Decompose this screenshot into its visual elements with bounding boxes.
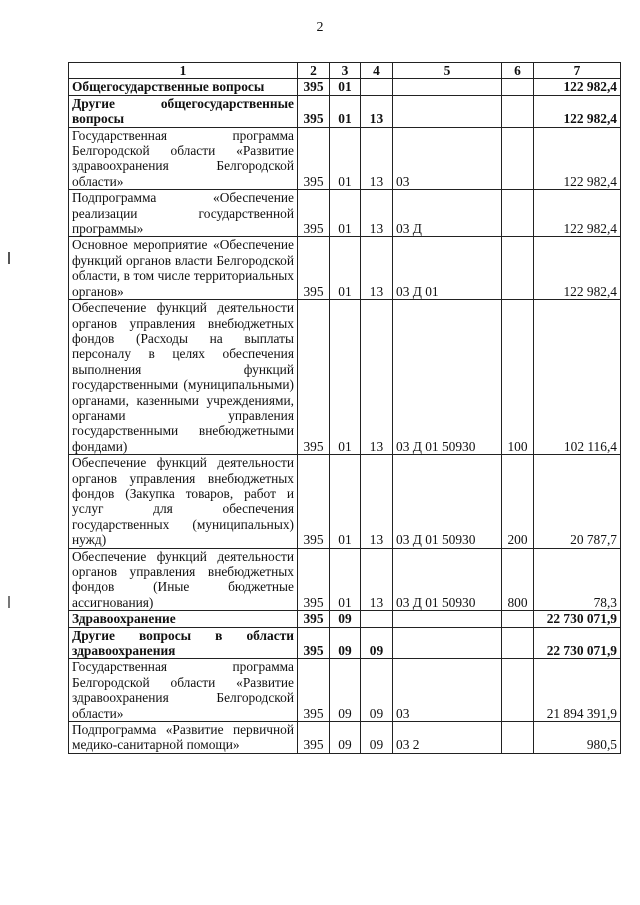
admin-code-cell: 395 xyxy=(298,300,330,455)
target-article-cell xyxy=(393,627,502,659)
subsection-code-cell: 13 xyxy=(361,455,393,548)
table-row xyxy=(69,659,621,722)
subsection-code-cell: 13 xyxy=(361,190,393,237)
subsection-code-cell: 13 xyxy=(361,237,393,300)
admin-code-cell: 395 xyxy=(298,548,330,611)
expense-type-cell xyxy=(502,611,534,627)
expense-type-cell xyxy=(502,237,534,300)
amount-cell: 21 894 391,9 xyxy=(534,659,621,722)
expense-type-cell: 100 xyxy=(502,300,534,455)
amount-cell: 122 982,4 xyxy=(534,190,621,237)
subsection-code-cell: 13 xyxy=(361,95,393,127)
table-body xyxy=(69,79,621,753)
amount-cell: 78,3 xyxy=(534,548,621,611)
section-code-cell: 09 xyxy=(330,722,361,754)
admin-code-cell: 395 xyxy=(298,722,330,754)
admin-code-cell: 395 xyxy=(298,79,330,95)
section-code-cell: 01 xyxy=(330,190,361,237)
amount-cell: 122 982,4 xyxy=(534,95,621,127)
expense-type-cell xyxy=(502,79,534,95)
row-name-cell: Обеспечение функций деятельности органов управления внебюджетных фондов (Расходы на выплаты персоналу в целях обеспечения выполнения функций государственными (муниципальными) органами, казенными учреждениями, органами управления государственными внебюджетными фондами) xyxy=(69,300,298,455)
table-row xyxy=(69,455,621,548)
header-row xyxy=(69,63,621,79)
amount-cell: 122 982,4 xyxy=(534,127,621,190)
amount-cell: 122 982,4 xyxy=(534,79,621,95)
admin-code-cell: 395 xyxy=(298,627,330,659)
row-name-cell: Основное мероприятие «Обеспечение функций органов власти Белгородской области, в том числе территориальных органов» xyxy=(69,237,298,300)
budget-table xyxy=(68,62,621,754)
table-row xyxy=(69,300,621,455)
amount-cell: 102 116,4 xyxy=(534,300,621,455)
subsection-code-cell: 09 xyxy=(361,659,393,722)
section-code-cell: 01 xyxy=(330,455,361,548)
subsection-code-cell: 13 xyxy=(361,127,393,190)
page-number: 2 xyxy=(316,20,324,35)
subsection-code-cell xyxy=(361,611,393,627)
expense-type-cell: 200 xyxy=(502,455,534,548)
table-row xyxy=(69,95,621,127)
expense-type-cell xyxy=(502,659,534,722)
subsection-code-cell: 09 xyxy=(361,627,393,659)
row-name-cell: Здравоохранение xyxy=(69,611,298,627)
table-row xyxy=(69,548,621,611)
row-name-cell: Подпрограмма «Обеспечение реализации государственной программы» xyxy=(69,190,298,237)
admin-code-cell: 395 xyxy=(298,127,330,190)
expense-type-cell xyxy=(502,190,534,237)
target-article-cell: 03 Д xyxy=(393,190,502,237)
admin-code-cell: 395 xyxy=(298,190,330,237)
subsection-code-cell: 09 xyxy=(361,722,393,754)
amount-cell: 20 787,7 xyxy=(534,455,621,548)
expense-type-cell xyxy=(502,127,534,190)
admin-code-cell: 395 xyxy=(298,237,330,300)
row-name-cell: Другие вопросы в области здравоохранения xyxy=(69,627,298,659)
target-article-cell xyxy=(393,95,502,127)
row-name-cell: Государственная программа Белгородской области «Развитие здравоохранения Белгородской области» xyxy=(69,127,298,190)
target-article-cell xyxy=(393,79,502,95)
row-name-cell: Подпрограмма «Развитие первичной медико-санитарной помощи» xyxy=(69,722,298,754)
subsection-code-cell: 13 xyxy=(361,548,393,611)
column-header: 7 xyxy=(534,63,621,79)
row-name-cell: Другие общегосударственные вопросы xyxy=(69,95,298,127)
target-article-cell xyxy=(393,611,502,627)
expense-type-cell xyxy=(502,627,534,659)
expense-type-cell xyxy=(502,722,534,754)
table-row xyxy=(69,627,621,659)
column-header: 3 xyxy=(330,63,361,79)
section-code-cell: 09 xyxy=(330,659,361,722)
section-code-cell: 01 xyxy=(330,237,361,300)
admin-code-cell: 395 xyxy=(298,611,330,627)
section-code-cell: 09 xyxy=(330,627,361,659)
margin-mark xyxy=(8,252,10,264)
table-row xyxy=(69,611,621,627)
amount-cell: 980,5 xyxy=(534,722,621,754)
row-name-cell: Обеспечение функций деятельности органов управления внебюджетных фондов (Закупка товаров, работ и услуг для обеспечения государственных (муниципальных) нужд) xyxy=(69,455,298,548)
table-row xyxy=(69,127,621,190)
target-article-cell: 03 Д 01 50930 xyxy=(393,300,502,455)
admin-code-cell: 395 xyxy=(298,455,330,548)
target-article-cell: 03 2 xyxy=(393,722,502,754)
section-code-cell: 01 xyxy=(330,127,361,190)
target-article-cell: 03 xyxy=(393,127,502,190)
column-header: 4 xyxy=(361,63,393,79)
admin-code-cell: 395 xyxy=(298,659,330,722)
subsection-code-cell: 13 xyxy=(361,300,393,455)
column-header: 1 xyxy=(69,63,298,79)
column-header: 6 xyxy=(502,63,534,79)
target-article-cell: 03 Д 01 xyxy=(393,237,502,300)
admin-code-cell: 395 xyxy=(298,95,330,127)
margin-mark xyxy=(8,596,10,608)
expense-type-cell xyxy=(502,95,534,127)
section-code-cell: 01 xyxy=(330,548,361,611)
amount-cell: 122 982,4 xyxy=(534,237,621,300)
target-article-cell: 03 Д 01 50930 xyxy=(393,455,502,548)
row-name-cell: Общегосударственные вопросы xyxy=(69,79,298,95)
row-name-cell: Государственная программа Белгородской области «Развитие здравоохранения Белгородской области» xyxy=(69,659,298,722)
table-row xyxy=(69,722,621,754)
table-row xyxy=(69,190,621,237)
column-header: 5 xyxy=(393,63,502,79)
expense-type-cell: 800 xyxy=(502,548,534,611)
section-code-cell: 01 xyxy=(330,95,361,127)
table-row xyxy=(69,237,621,300)
amount-cell: 22 730 071,9 xyxy=(534,611,621,627)
section-code-cell: 09 xyxy=(330,611,361,627)
section-code-cell: 01 xyxy=(330,300,361,455)
table-row xyxy=(69,79,621,95)
row-name-cell: Обеспечение функций деятельности органов управления внебюджетных фондов (Иные бюджетные ассигнования) xyxy=(69,548,298,611)
amount-cell: 22 730 071,9 xyxy=(534,627,621,659)
subsection-code-cell xyxy=(361,79,393,95)
column-header: 2 xyxy=(298,63,330,79)
target-article-cell: 03 xyxy=(393,659,502,722)
target-article-cell: 03 Д 01 50930 xyxy=(393,548,502,611)
section-code-cell: 01 xyxy=(330,79,361,95)
